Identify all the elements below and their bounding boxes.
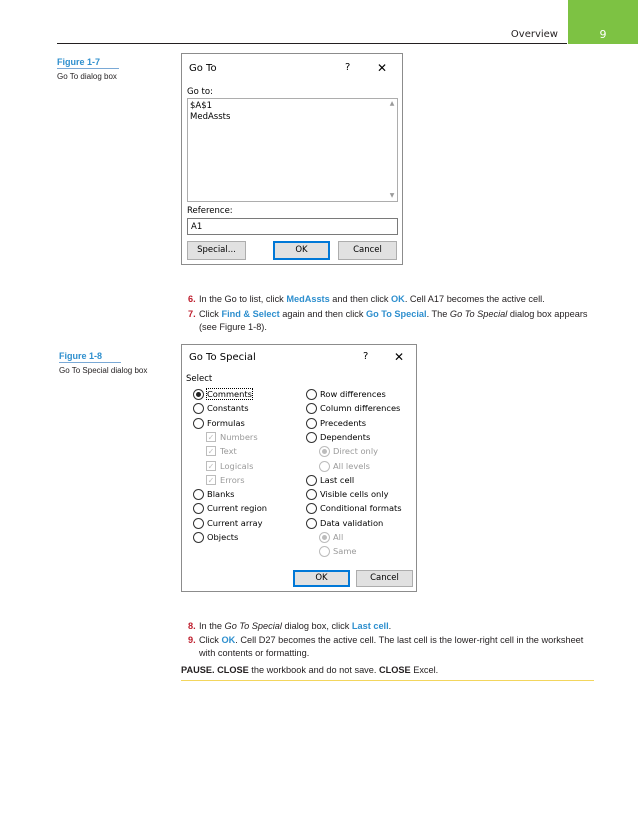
option-label: Constants xyxy=(207,403,249,414)
goto-list-label: Go to: xyxy=(187,87,213,97)
radio-icon xyxy=(306,432,317,443)
gts-dialog-title: Go To Special xyxy=(189,352,256,363)
option-label: Same xyxy=(333,546,357,557)
goto-listbox[interactable] xyxy=(187,98,398,202)
step-item xyxy=(188,308,588,334)
ui-keyword: MedAssts xyxy=(286,294,330,304)
step-text-run: In the Go to list, click xyxy=(199,294,287,304)
ok-button-label: OK xyxy=(315,573,328,583)
running-head: Overview xyxy=(510,29,558,40)
step-text-run: . Cell A17 becomes the active cell. xyxy=(404,294,545,304)
step-text-run: Click xyxy=(199,309,222,319)
close-icon[interactable]: ✕ xyxy=(394,350,405,364)
radio-icon xyxy=(306,403,317,414)
radio-icon xyxy=(319,446,330,457)
option-label: Conditional formats xyxy=(320,503,402,514)
ui-keyword: Find & Select xyxy=(221,309,280,319)
step-text-run: . The xyxy=(426,309,450,319)
option-label: Visible cells only xyxy=(320,489,389,500)
ui-keyword: OK xyxy=(391,294,405,304)
cancel-button-label: Cancel xyxy=(370,573,399,583)
radio-icon xyxy=(193,518,204,529)
step-number: 9. xyxy=(188,635,196,645)
option-label: Text xyxy=(220,446,237,457)
step-text-run: and then click xyxy=(329,294,392,304)
figure-8-label: Figure 1-8 xyxy=(59,351,103,361)
figure-8-rule xyxy=(59,362,121,363)
ui-keyword: Go To Special xyxy=(366,309,427,319)
step-text-run: . Cell D27 becomes the active cell. The last cell is the lower-right cell in the worksheet with contents or formatting. xyxy=(199,635,584,658)
radio-icon xyxy=(319,532,330,543)
option-label: Blanks xyxy=(207,489,235,500)
option-label: Numbers xyxy=(220,431,258,442)
radio-icon xyxy=(193,532,204,543)
option-label: Dependents xyxy=(320,431,371,442)
pause-middle-text: the workbook and do not save. xyxy=(248,665,379,675)
close-keyword-2: CLOSE xyxy=(379,665,411,675)
radio-icon xyxy=(193,418,204,429)
listbox-scrollbar[interactable] xyxy=(387,99,397,201)
pause-keyword: PAUSE. xyxy=(181,665,215,675)
step-text xyxy=(188,308,588,334)
radio-icon xyxy=(306,489,317,500)
option-label: Row differences xyxy=(320,389,386,399)
goto-list-item[interactable]: MedAssts xyxy=(190,112,231,122)
step-item xyxy=(188,293,588,306)
select-group-label: Select xyxy=(186,374,213,384)
step-text-run: . xyxy=(388,621,392,631)
step-number: 6. xyxy=(188,294,196,304)
radio-icon xyxy=(306,389,317,400)
ok-button-label: OK xyxy=(295,245,308,255)
radio-icon xyxy=(319,461,330,472)
step-text-run: Click xyxy=(199,635,222,645)
step-text-run: again and then click xyxy=(279,309,366,319)
cancel-button[interactable] xyxy=(356,570,413,587)
option-label: All levels xyxy=(333,460,370,471)
scroll-down-icon[interactable]: ▼ xyxy=(389,192,395,199)
italic-term: Go To Special xyxy=(449,309,508,319)
radio-icon xyxy=(193,489,204,500)
italic-term: Go To Special xyxy=(224,621,282,631)
option-label: All xyxy=(333,532,344,542)
ok-button[interactable] xyxy=(273,241,330,260)
option-label: Precedents xyxy=(320,417,367,428)
pause-end-text: Excel. xyxy=(410,665,439,675)
radio-icon xyxy=(306,518,317,529)
option-label: Last cell xyxy=(320,474,355,485)
ui-keyword: Last cell xyxy=(351,621,389,631)
checkbox-icon: ✓ xyxy=(207,461,215,471)
page-number: 9 xyxy=(599,28,607,41)
radio-icon xyxy=(306,475,317,486)
step-text-run: dialog box appears (see Figure 1-8). xyxy=(199,309,588,332)
ok-button[interactable] xyxy=(293,570,350,587)
figure-7-rule xyxy=(57,68,119,69)
header-rule xyxy=(57,43,567,44)
help-button[interactable]: ? xyxy=(345,62,351,73)
reference-label: Reference: xyxy=(187,206,233,216)
step-number: 8. xyxy=(188,621,196,631)
step-text xyxy=(188,634,588,660)
go-to-special-dialog xyxy=(181,344,417,592)
cancel-button-label: Cancel xyxy=(353,245,382,255)
goto-dialog-title: Go To xyxy=(189,63,217,74)
checkbox-icon: ✓ xyxy=(207,432,215,442)
option-label: Formulas xyxy=(207,417,245,428)
special-button[interactable] xyxy=(187,241,246,260)
page-number-tab xyxy=(568,0,638,44)
step-text-run: In the xyxy=(199,621,225,631)
option-label: Logicals xyxy=(220,460,254,471)
close-icon[interactable]: ✕ xyxy=(377,61,388,75)
step-text xyxy=(188,293,588,306)
special-button-label: Special... xyxy=(197,245,236,255)
checkbox-icon: ✓ xyxy=(207,475,215,485)
radio-icon xyxy=(193,403,204,414)
figure-8-caption: Go To Special dialog box xyxy=(59,366,148,375)
option-label: Current region xyxy=(207,503,268,514)
option-label: Current array xyxy=(207,517,263,528)
radio-icon xyxy=(319,546,330,557)
step-text-run: dialog box, click xyxy=(281,621,352,631)
radio-icon xyxy=(306,503,317,514)
radio-icon xyxy=(193,503,204,514)
option-label: Objects xyxy=(207,532,239,542)
checkbox-icon: ✓ xyxy=(207,447,215,457)
option-label: Data validation xyxy=(320,517,384,528)
radio-icon xyxy=(306,418,317,429)
option-label: Comments xyxy=(207,389,252,399)
option-label: Errors xyxy=(220,474,245,485)
step-item xyxy=(188,634,588,660)
option-label: Column differences xyxy=(320,403,401,414)
goto-dialog xyxy=(181,53,403,265)
step-item xyxy=(188,620,588,633)
help-button[interactable]: ? xyxy=(363,351,369,362)
figure-7-caption: Go To dialog box xyxy=(57,72,117,81)
step-text xyxy=(188,620,588,633)
scroll-up-icon[interactable]: ▲ xyxy=(389,100,395,107)
goto-list-item[interactable]: $A$1 xyxy=(190,101,213,111)
cancel-button[interactable] xyxy=(338,241,397,260)
pause-rule xyxy=(181,680,594,681)
ui-keyword: OK xyxy=(221,635,236,645)
pause-instruction xyxy=(181,665,438,675)
step-number: 7. xyxy=(188,309,196,319)
figure-7-label: Figure 1-7 xyxy=(57,57,101,67)
option-label: Direct only xyxy=(333,446,379,457)
radio-icon xyxy=(193,389,204,400)
reference-input[interactable]: A1 xyxy=(187,218,398,235)
close-keyword-1: CLOSE xyxy=(217,665,249,675)
